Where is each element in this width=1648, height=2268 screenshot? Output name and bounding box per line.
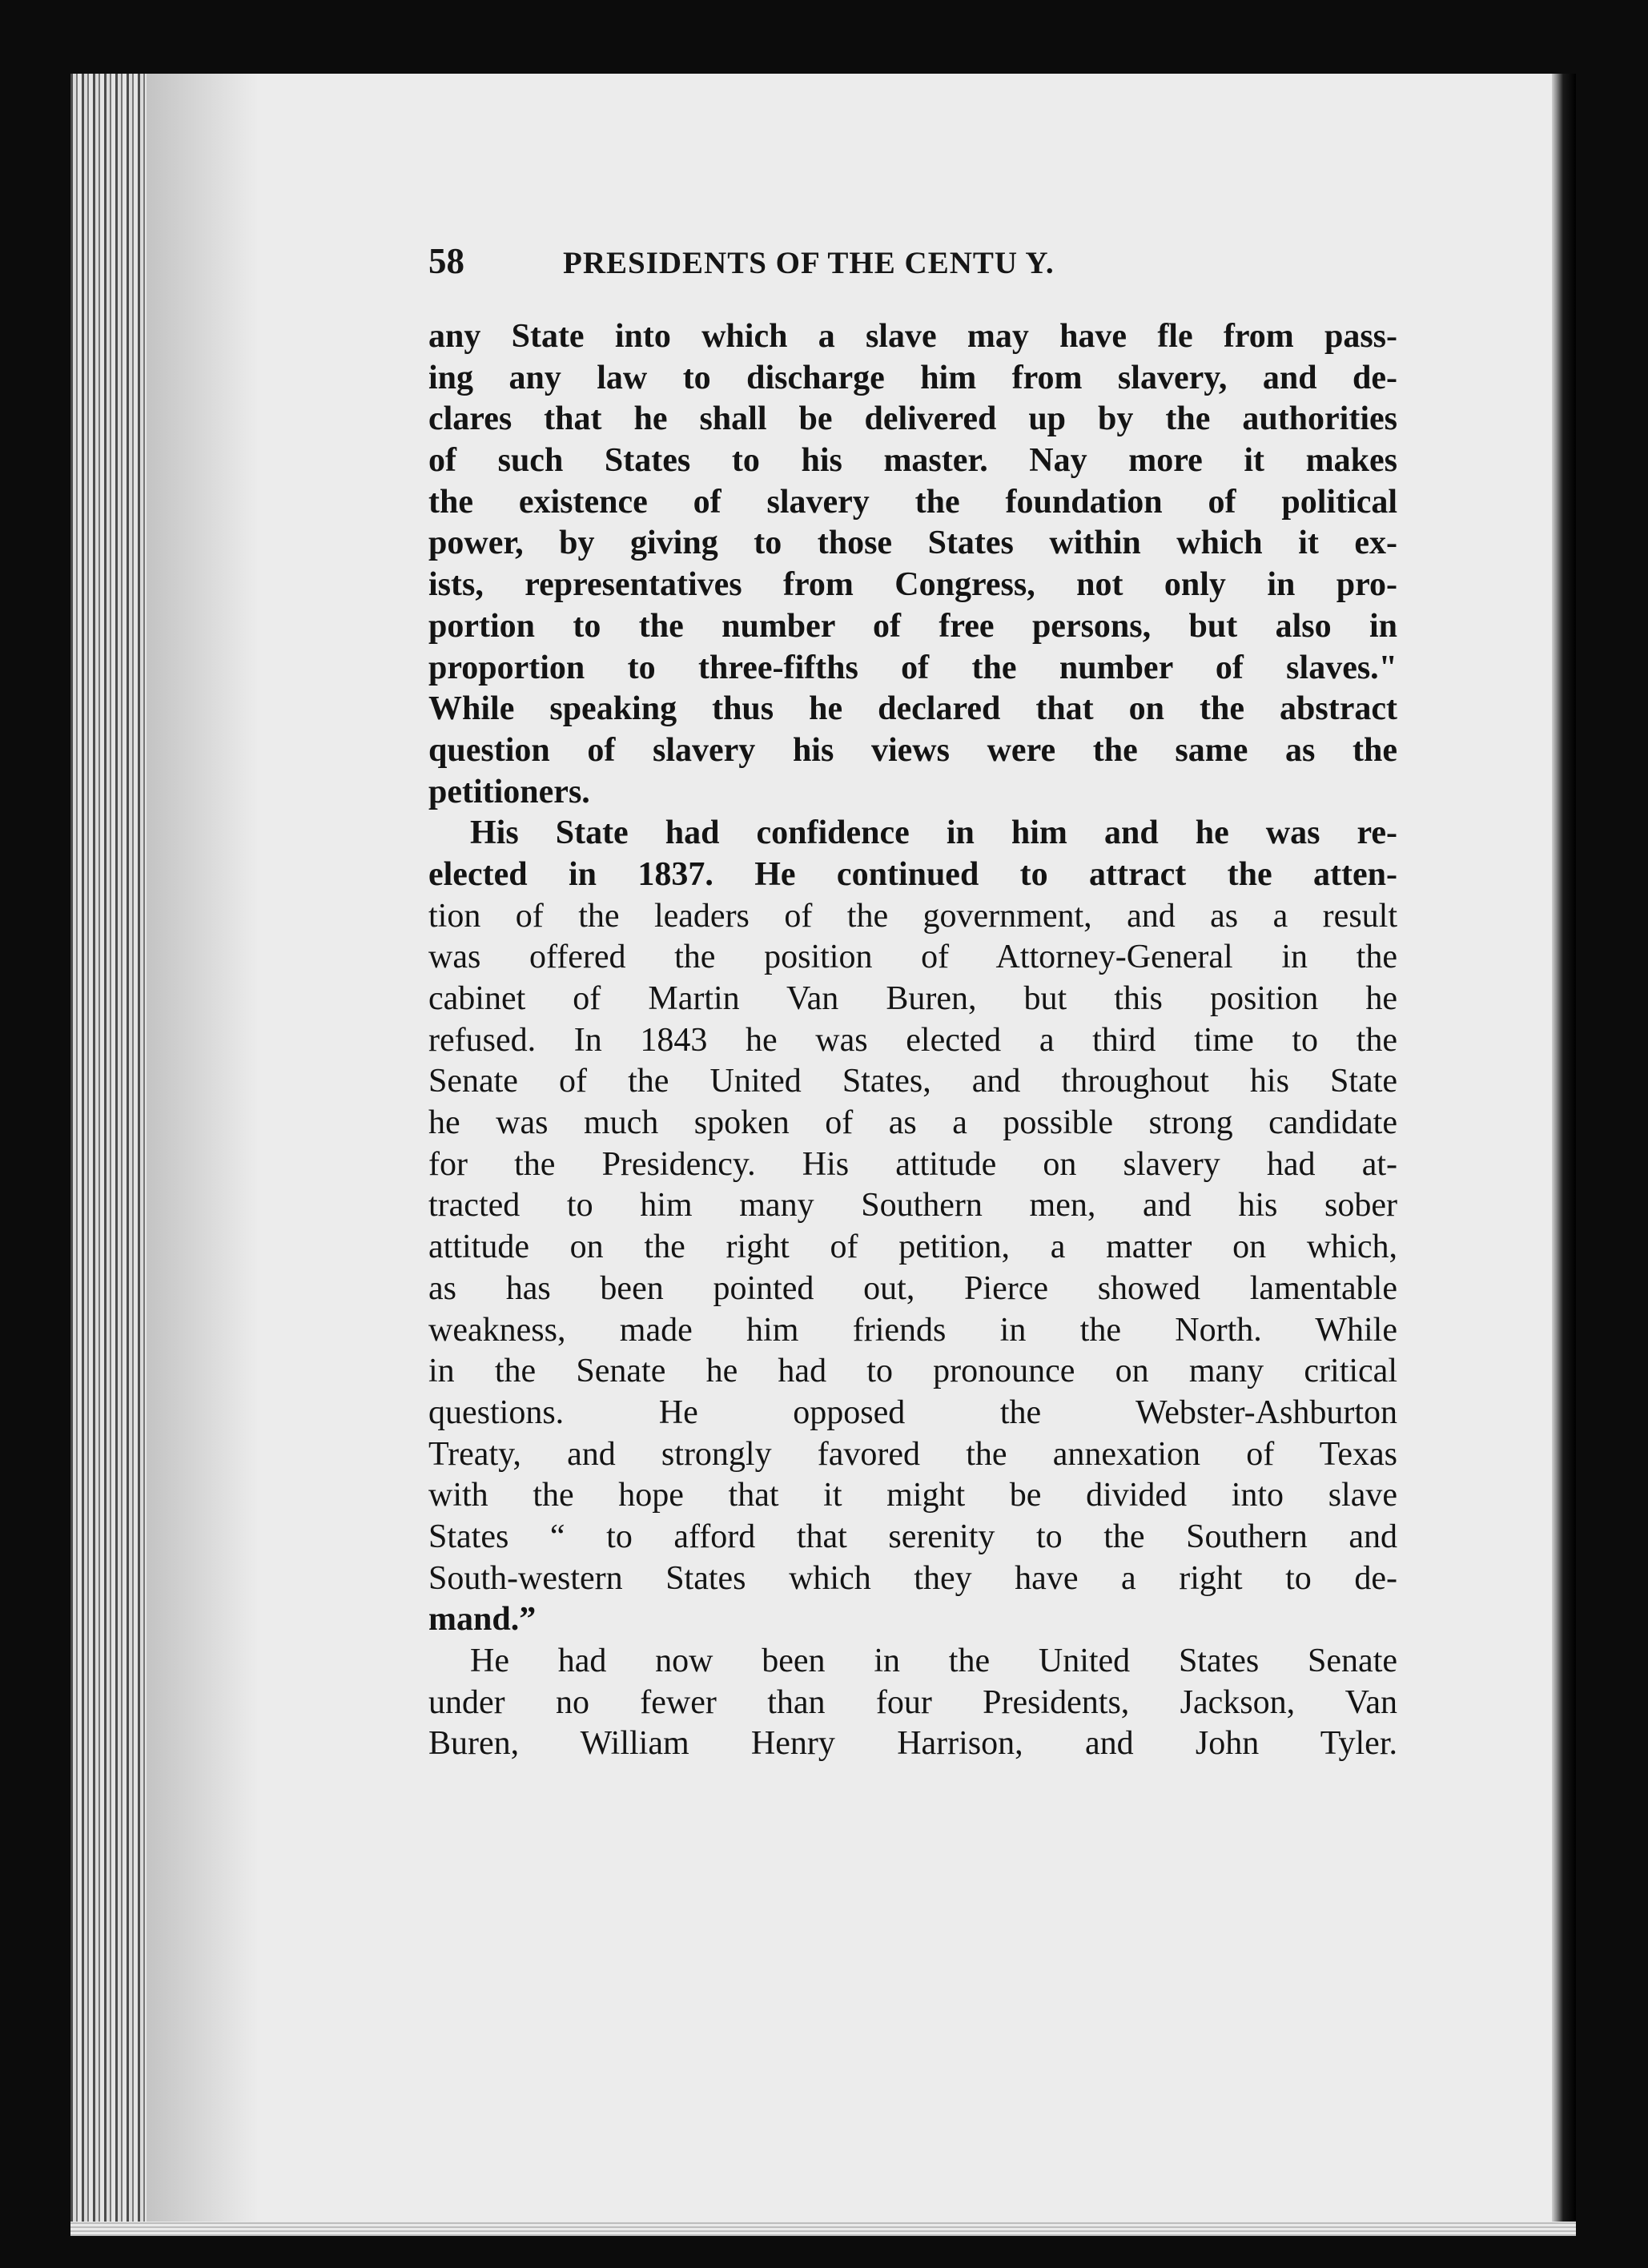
page-number: 58 (428, 241, 464, 281)
text-line: questions. He opposed the Webster-Ashburton (428, 1393, 1397, 1431)
text-line: refused. In 1843 he was elected a third time to the (428, 1021, 1397, 1059)
page-edges (70, 74, 147, 2236)
binding-edge (1552, 74, 1576, 2236)
text-line: tracted to him many Southern men, and his sober (428, 1187, 1397, 1224)
text-line: in the Senate he had to pronounce on many critical (428, 1353, 1397, 1390)
text-line: power, by giving to those States within which it ex- (428, 525, 1397, 562)
text-line: While speaking thus he declared that on the abstract (428, 690, 1397, 728)
text-line: of such States to his master. Nay more it makes (428, 442, 1397, 480)
text-line: any State into which a slave may have fle from pass- (428, 318, 1397, 355)
text-line: tion of the leaders of the government, and as a result (428, 897, 1397, 935)
body-text (428, 316, 1397, 1765)
text-line: Senate of the United States, and throughout his State (428, 1063, 1397, 1100)
text-line: weakness, made him friends in the North. While (428, 1311, 1397, 1349)
text-line: the existence of slavery the foundation of political (428, 483, 1397, 521)
text-line: ists, representatives from Congress, not only in pro- (428, 566, 1397, 604)
text-line: attitude on the right of petition, a matter on which, (428, 1228, 1397, 1266)
running-title: PRESIDENTS OF THE CENTU Y. (563, 246, 1055, 280)
text-line: portion to the number of free persons, but also in (428, 607, 1397, 645)
text-line: question of slavery his views were the same as the (428, 731, 1397, 769)
text-line: elected in 1837. He continued to attract the atten- (428, 855, 1397, 893)
text-line: cabinet of Martin Van Buren, but this position he (428, 980, 1397, 1017)
running-header (428, 240, 1389, 296)
text-line: as has been pointed out, Pierce showed lamentable (428, 1269, 1397, 1307)
text-line: petitioners. (428, 773, 590, 810)
text-line: Buren, William Henry Harrison, and John Tyler. (428, 1725, 1397, 1763)
text-line: ing any law to discharge him from slavery, and de- (428, 359, 1397, 396)
text-line: mand.” (428, 1601, 537, 1639)
text-line: was offered the position of Attorney-General in the (428, 939, 1397, 976)
text-line: He had now been in the United States Senate (470, 1643, 1397, 1679)
text-line: for the Presidency. His attitude on slavery had at- (428, 1145, 1397, 1183)
text-line: His State had confidence in him and he was re- (470, 814, 1397, 852)
text-line: with the hope that it might be divided into slave (428, 1477, 1397, 1514)
text-line: proportion to three-fifths of the number of slaves." (428, 649, 1397, 686)
text-line: clares that he shall be delivered up by the authorities (428, 400, 1397, 438)
text-line: South-western States which they have a right to de- (428, 1559, 1397, 1597)
gutter-shadow (147, 74, 259, 2236)
text-line: States “ to afford that serenity to the Southern and (428, 1518, 1397, 1555)
bottom-page-edges (70, 2222, 1576, 2236)
text-line: he was much spoken of as a possible strong candidate (428, 1104, 1397, 1142)
text-line: under no fewer than four Presidents, Jackson, Van (428, 1683, 1397, 1721)
text-line: Treaty, and strongly favored the annexation of Texas (428, 1435, 1397, 1473)
